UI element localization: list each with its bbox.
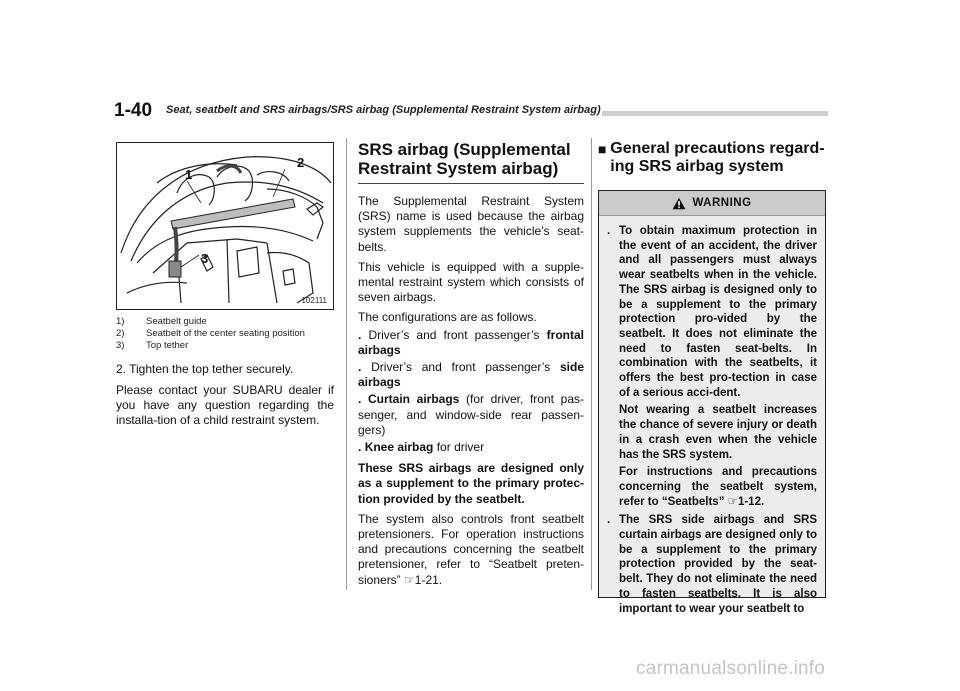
callout-1: 1 bbox=[185, 167, 193, 182]
figure-code: 102111 bbox=[301, 296, 327, 305]
figure-legend bbox=[116, 316, 334, 352]
srs-heading: SRS airbag (Supplemental Restraint System airbag) bbox=[358, 140, 571, 178]
list-item: . Curtain airbags (for driver, front pas-senger, and window-side rear passen-gers) bbox=[358, 392, 584, 437]
column-divider-left bbox=[346, 138, 347, 590]
page-header bbox=[114, 100, 828, 122]
warning-header bbox=[599, 191, 825, 216]
precautions-heading: ■ General precautions regard-ing SRS airbag system bbox=[598, 140, 825, 175]
warning-item: . To obtain maximum protection in the event of an accident, the driver and all passengers must always wear seatbelts when in the vehicle. The SRS airbag is designed only to be a supplement to the primary protection pro-vided by the seatbelt. It does not eliminate the need to fasten seat-belts. In combination with the seatbelts, it offers the best pro-tection in case of a serious acci-dent. Not wearing a seatbelt increases the chance of severe injury or death in a crash even when the vehicle has the SRS system. For instructions and precautions concerning the seatbelt system, refer to “Seatbelts” ☞1-12. bbox=[607, 225, 817, 508]
column-2 bbox=[358, 140, 584, 593]
step-text: 2. Tighten the top tether securely. bbox=[116, 362, 294, 376]
configurations-paragraph: The configurations are as follows. bbox=[358, 310, 537, 325]
column-divider-right bbox=[591, 138, 592, 590]
page-number: 1-40 bbox=[114, 100, 153, 121]
intro-paragraph: The Supplemental Restraint System (SRS) name is used because the airbag system supplements the vehicle’s seat-belts. bbox=[358, 194, 584, 254]
legend-item: 1) Seatbelt guide bbox=[116, 316, 207, 327]
list-item: . Driver’s and front passenger’s side airbags bbox=[358, 360, 584, 390]
warning-label: WARNING bbox=[692, 197, 752, 209]
column-1 bbox=[116, 142, 334, 429]
equipment-paragraph: This vehicle is equipped with a supple-mental restraint system which consists of seven airbags. bbox=[358, 259, 584, 305]
pretensioner-paragraph: The system also controls front seatbelt pretensioners. For operation instructions and precautions concerning the seatbelt pretensioner, refer to “Seatbelt preten-sioners” ☞1-21. bbox=[358, 511, 584, 587]
warning-box bbox=[598, 190, 826, 615]
column-3 bbox=[598, 140, 826, 615]
legend-item: 2) Seatbelt of the center seating position bbox=[116, 328, 305, 339]
seatbelt-illustration bbox=[116, 142, 334, 310]
square-bullet-icon: ■ bbox=[598, 141, 607, 157]
legend-item: 3) Top tether bbox=[116, 340, 189, 351]
header-rule bbox=[602, 111, 828, 116]
supplement-note: These SRS airbags are designed only as a supplement to the primary protec-tion provided by the seatbelt. bbox=[358, 461, 584, 506]
list-item: . Driver’s and front passenger’s frontal airbags bbox=[358, 327, 584, 357]
callout-2: 2 bbox=[297, 155, 305, 170]
callout-3: 3 bbox=[201, 251, 209, 266]
warning-body bbox=[599, 216, 825, 616]
section-title: Seat, seatbelt and SRS airbags/SRS airbag (Supplemental Restraint System airbag) bbox=[166, 104, 601, 116]
list-item: . Knee airbag for driver bbox=[358, 440, 485, 455]
warning-item: . The SRS side airbags and SRS curtain airbags are designed only to be a supplement to the primary protection provided by the seat-belt. They do not eliminate the need to fasten seatbelts. It is also important to wear your seatbelt to bbox=[607, 514, 817, 615]
watermark-text: carmanualsonline.info bbox=[636, 658, 826, 679]
dealer-contact-paragraph: Please contact your SUBARU dealer if you have any question regarding the installa-tion of a child restraint system. bbox=[116, 383, 334, 428]
heading-underline bbox=[358, 183, 584, 184]
warning-triangle-icon bbox=[672, 197, 686, 210]
